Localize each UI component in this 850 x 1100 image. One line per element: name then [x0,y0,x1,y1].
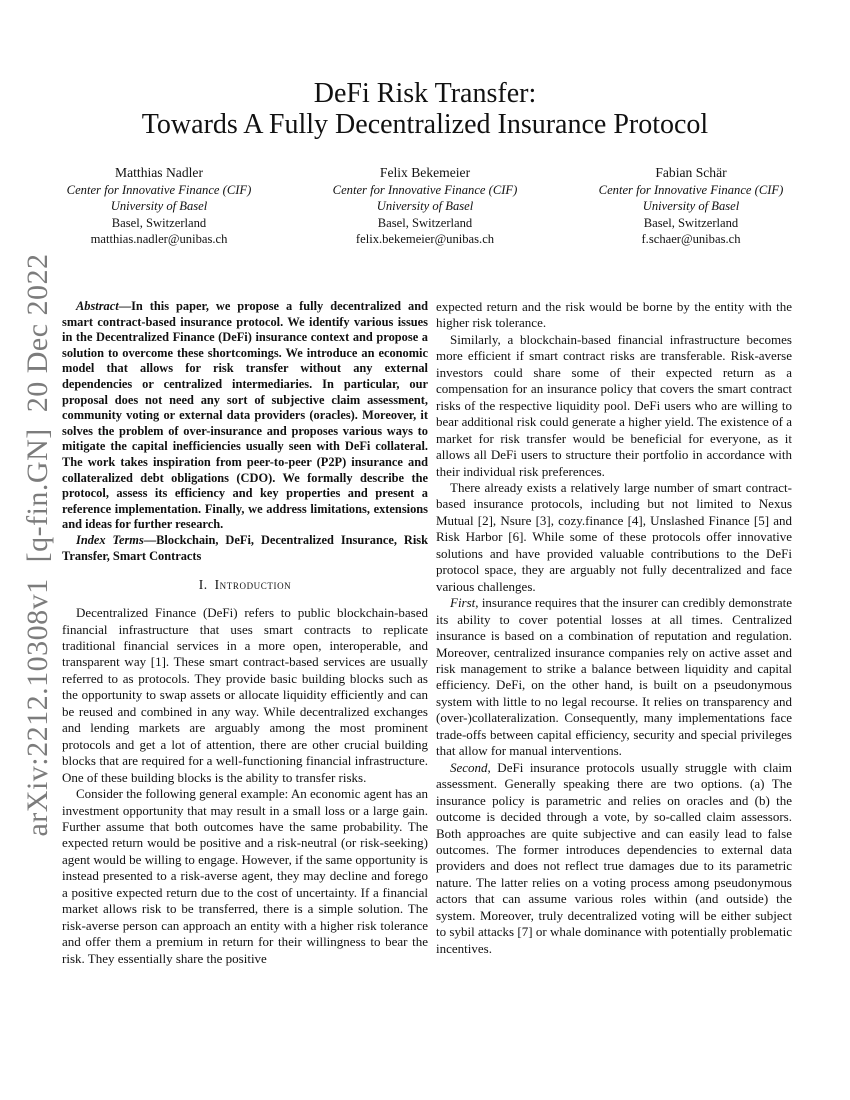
paper-title-line1: DeFi Risk Transfer: [313,78,537,109]
paragraph-lead: First [450,595,476,611]
author-affiliation-2: University of Basel [642,199,740,214]
authors-row [26,165,824,248]
abstract-label: Abstract [76,299,119,313]
paper-title [0,78,850,140]
paragraph-text: , DeFi insurance protocols usually struggle with claim assessment. Generally speaking there are two options. (a) The insurance policy is parametric and relies on oracles and (b) the outcome is decided through a vote, by so-called claim assessors. Both approaches are quite subjective and can easily lead to false outcomes. The former introduces dependencies to external data providers and does not reflect true damages due to its parametric nature. The latter relies on a voting process among pseudonymous actors that can assume various roles within (and outside) the system. Moreover, truly decentralized voting will be either subject to sybil attacks [7] or whale dominance with potentially problematic incentives. [436,759,792,956]
author-name: Matthias Nadler [115,165,203,180]
intro-paragraph-4 [436,480,792,595]
author-affiliation-1: Center for Innovative Finance (CIF) [332,182,518,197]
author-affiliation-2: University of Basel [376,199,474,214]
intro-paragraph-3 [436,332,792,480]
index-terms-text: —Blockchain, DeFi, Decentralized Insurance, Risk Transfer, Smart Contracts [62,532,429,563]
author-location: Basel, Switzerland [377,215,473,230]
intro-paragraph-1 [62,605,428,786]
section-title: Introduction [214,577,292,593]
paragraph-lead: Second [450,759,488,775]
paragraph-text: Consider the following general example: An economic agent has an investment opportunity that may result in a small loss or a large gain. Further assume that both outcomes have the same probability. The expected return would be positive and a risk-neutral (or risk-seeking) agent would be willing to engage. However, if the same opportunity is instead presented to a risk-averse agent, they may decline and forego a positive expected return due to the cost of uncertainty. If a financial market allows risk to be transferred, there is a simple solution. The risk-averse person can approach an entity with a higher risk tolerance and offer them a premium in return for their willingness to bear the risk. They essentially share the positive [62,786,428,966]
intro-paragraph-second [436,760,792,957]
paragraph-text: expected return and the risk would be borne by the entity with the higher risk tolerance. [436,299,792,331]
abstract-paragraph [62,299,428,533]
author-block-3 [558,165,824,248]
section-heading-introduction [62,577,428,593]
author-affiliation-1: Center for Innovative Finance (CIF) [598,182,784,197]
paragraph-text: Similarly, a blockchain-based financial infrastructure becomes more efficient if smart contract risks are transferable. Risk-averse investors could share some of their expected return as a compensation for an insurance policy that covers the smart contract risks of the respective liquidity pool. DeFi users who are willing to bear additional risk could generate a higher yield. The existence of a market for risk transfer would be beneficial for everyone, as it allows all DeFi users to structure their portfolio in accordance with their individual risk preferences. [436,331,792,479]
index-terms-label: Index Terms [76,532,144,547]
author-affiliation-1: Center for Innovative Finance (CIF) [66,182,252,197]
left-column [62,299,428,967]
author-affiliation-2: University of Basel [110,199,208,214]
author-name: Fabian Schär [655,165,727,180]
author-email: felix.bekemeier@unibas.ch [355,232,495,247]
author-email: f.schaer@unibas.ch [641,232,741,247]
paragraph-text: There already exists a relatively large number of smart contract-based insurance protocols, including but not limited to Nexus Mutual [2], Nsure [3], cozy.finance [4], Unslashed Finance [5] and Risk Harbor [6]. While some of these protocols offer innovative solutions and have provided valuable contributions to the DeFi protocol space, they are arguably not fully decentralized and face various challenges. [436,479,792,594]
author-name: Felix Bekemeier [379,165,471,180]
abstract-text: —In this paper, we propose a fully decentralized and smart contract-based insurance protocol. We identify various issues in the Decentralized Finance (DeFi) insurance context and propose a solution to overcome these shortcomings. We introduce an economic model that allows for risk transfer without any external dependencies or centralized intermediaries. In particular, our proposal does not need any sort of subjective claim assessment, community voting or external data providers (oracles). Moreover, it solves the problem of over-insurance and proposes various ways to mitigate the capital inefficiencies usually seen with DeFi collateral. The work takes inspiration from peer-to-peer (P2P) insurance and collateralized debt obligations (CDO). We formally describe the protocol, assess its efficiency and key properties and present a reference implementation. Finally, we address limitations, extensions and ideas for further research. [62,299,428,532]
right-column [436,299,792,957]
index-terms-paragraph [62,533,428,564]
paragraph-text: , insurance requires that the insurer can credibly demonstrate its ability to cover potential losses at all times. Centralized insurance is based on a combination of reputation and regulation. Moreover, centralized insurance companies rely on active asset and risk management to strike a balance between liquidity and capital efficiency. DeFi, on the other hand, is built on a pseudonymous system with little to no legal recourse. It relies on transparency and (over-)collateralization. Consequently, many implementations face trade-offs between capital efficiency, security and special privileges that allow for manual interventions. [436,595,792,759]
author-block-2 [292,165,558,248]
section-number: I. [198,577,208,593]
author-block-1 [26,165,292,248]
paper-title-line2: Towards A Fully Decentralized Insurance Protocol [141,109,709,140]
arxiv-watermark: arXiv:2212.10308v1 [q-fin.GN] 20 Dec 2022 [21,253,54,837]
intro-paragraph-first [436,595,792,760]
paragraph-text: Decentralized Finance (DeFi) refers to public blockchain-based financial infrastructure that uses smart contracts to replicate traditional financial services in a more open, interoperable, and transparent way [1]. These smart contract-based services are usually referred to as protocols. They provide basic building blocks such as the opportunity to swap assets or allocate liquidity efficiently and can be reused and combined in any way. While decentralized exchanges and lending markets are arguably among the most prominent protocols and get a lot of attention, there are other crucial building blocks that are required for a well-functioning financial infrastructure. One of these building blocks is the ability to transfer risks. [62,605,428,785]
intro-paragraph-2-continued [436,299,792,332]
author-location: Basel, Switzerland [643,215,739,230]
intro-paragraph-2 [62,786,428,967]
author-location: Basel, Switzerland [111,215,207,230]
author-email: matthias.nadler@unibas.ch [90,232,228,247]
